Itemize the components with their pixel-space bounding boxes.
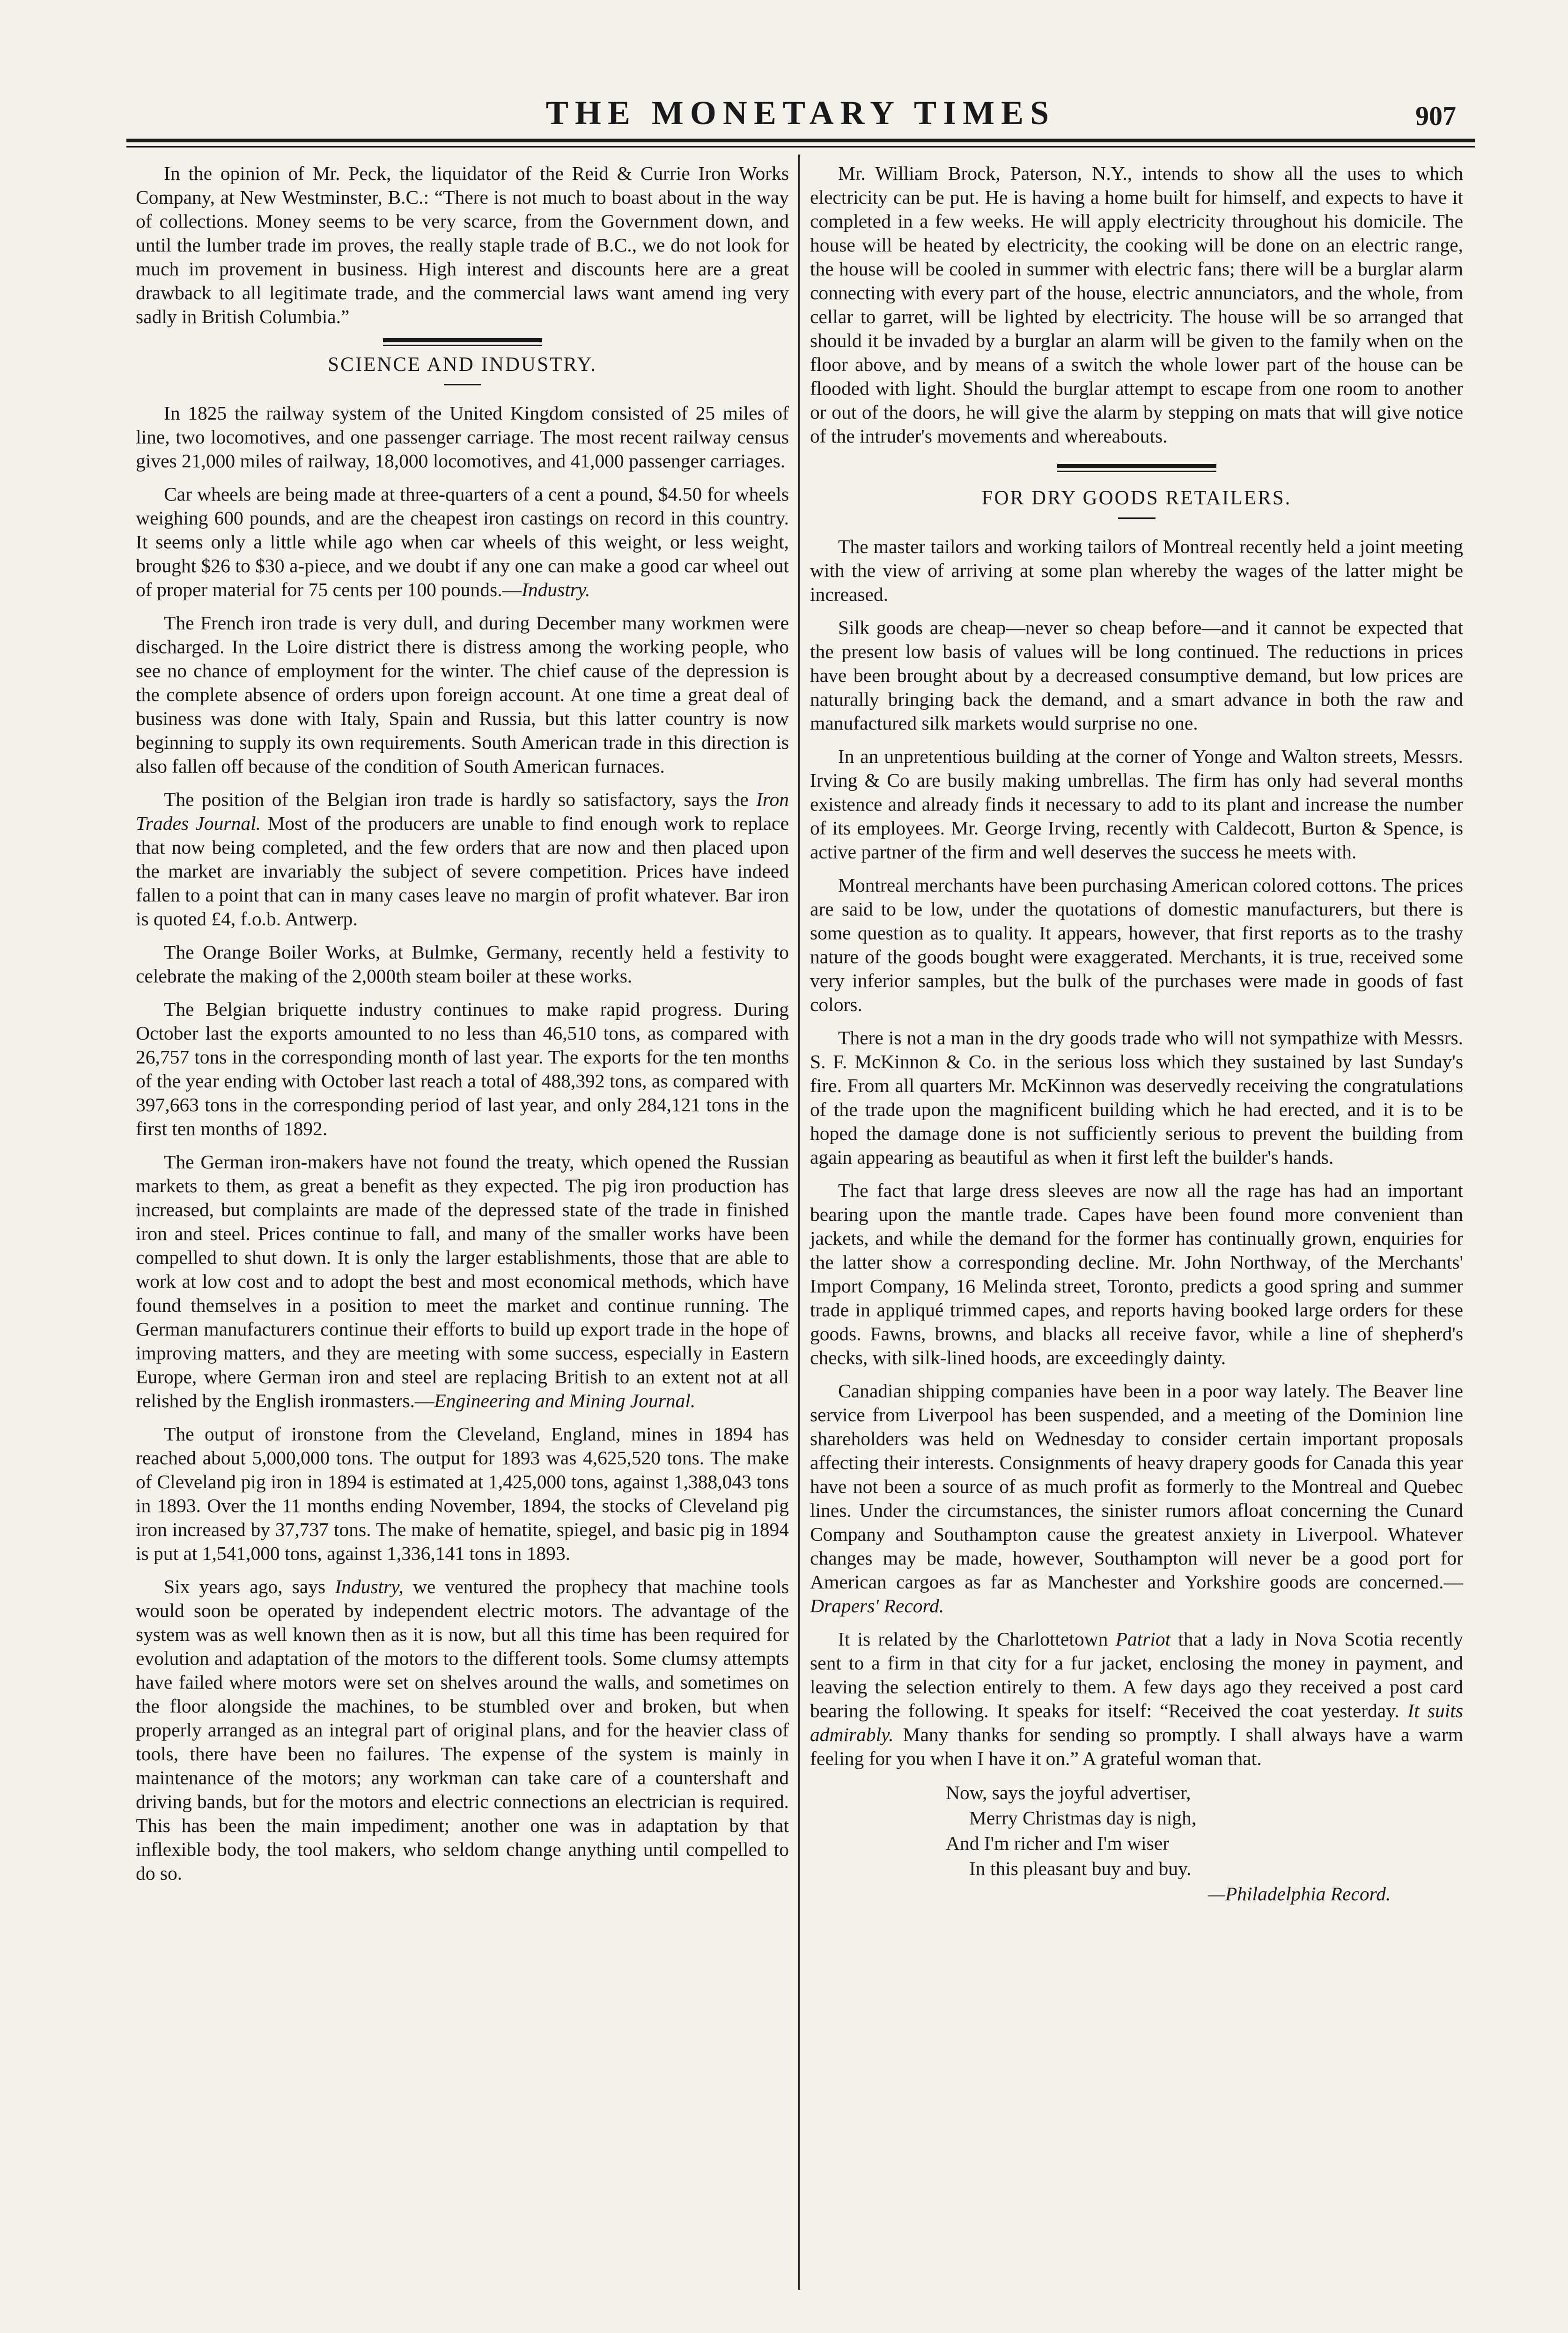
title-underline bbox=[1118, 517, 1156, 519]
brock-paragraph: Mr. William Brock, Paterson, N.Y., intends to show all the uses to which electricity can be put. He is having a home built for himself, and expects to have it completed in a few weeks. He will apply electricity throughout his domicile. The house will be heated by electricity, the cooking will be done on an electric range, the house will be cooled in summer with electric fans; there will be a burglar alarm connecting with every part of the house, electric annunciators, and the whole, from cellar to garret, will be lighted by electricity. The house will be so arranged that should it be invaded by a burglar an alarm will be given to the family when on the floor above, and by means of a switch the whole lower part of the house can be flooded with light. Should the burglar attempt to escape from one room to another or out of the doors, he will give the alarm by stepping on mats that will give notice of the intruder's movements and whereabouts. bbox=[810, 162, 1463, 447]
umbrellas-paragraph: In an unpretentious building at the corner of Yonge and Walton streets, Messrs. Irving & Co are busily making umbrellas. The firm has only had several months existence and already finds it necessary to add to its plant and increase the number of its employees. Mr. George Irving, recently with Caldecott, Burton & Spence, is active partner of the firm and well deserves the success he meets with. bbox=[810, 746, 1463, 863]
french-iron-paragraph: The French iron trade is very dull, and during December many workmen were discharged. In the Loire district there is distress among the working people, who see no chance of employment for the winter. The chief cause of the depression is the complete absence of orders upon foreign account. At one time a great deal of business was done with Italy, Spain and Russia, but this latter country is now beginning to supply its own requirements. South American trade in this direction is also fallen off because of the condition of South American furnaces. bbox=[136, 612, 789, 777]
peck-paragraph: In the opinion of Mr. Peck, the liquidator of the Reid & Currie Iron Works Company, at New Westminster, B.C.: “There is not much to boast about in the way of collections. Money seems to be very scarce, from the Government down, and until the lumber trade im proves, the really staple trade of B.C., we do not look for much im provement in business. High interest and discounts here are a great drawback to all legitimate trade, and the commercial laws want amend ing very sadly in British Columbia.” bbox=[136, 162, 789, 327]
quoted-emphasis: It suits admirably. bbox=[810, 1700, 1463, 1745]
verse-source: —Philadelphia Record. bbox=[1208, 1883, 1391, 1905]
railway-paragraph: In 1825 the railway system of the United Kingdom consisted of 25 miles of line, two locomotives, and one passenger carriage. The most recent railway census gives 21,000 miles of railway, 18,000 locomotives, and 41,000 passenger carriages. bbox=[136, 402, 789, 472]
newspaper-name: Patriot bbox=[1115, 1628, 1171, 1650]
mckinnon-fire-paragraph: There is not a man in the dry goods trade who will not sympathize with Messrs. S. F. McKinnon & Co. in the serious loss which they sustained by last Sunday's fire. From all quarters Mr. McKinnon was deservedly receiving the congratulations of the trade upon the magnificent building which he had erected, and it is to be hoped the damage done is not sufficiently serious to prevent the building from again appearing as beautiful as when it first left the builder's hands. bbox=[810, 1027, 1463, 1168]
science-section-title: SCIENCE AND INDUSTRY. bbox=[328, 354, 597, 376]
shipping-paragraph: Canadian shipping companies have been in a poor way lately. The Beaver line service from Liverpool has been suspended, and a meeting of the Dominion line shareholders was held on Wednesday to consider certain important proposals affecting their interests. Consignments of heavy drapery goods for Canada this year have not been a source of as much profit as formerly to the Montreal and Quebec lines. Under the circumstances, the sinister rumors afloat concerning the Cunard Company and Southampton cause the greatest anxiety in Liverpool. Whatever changes may be made, however, Southampton will never be a good port for American cargoes as far as Manchester and Yorkshire goods are concerned.—Drapers' Record. bbox=[810, 1380, 1463, 1617]
journal-name: Iron Trades Journal. bbox=[136, 789, 789, 834]
header-rule-thick bbox=[126, 139, 1475, 142]
right-column bbox=[810, 162, 1463, 1906]
german-iron-paragraph: The German iron-makers have not found the treaty, which opened the Russian markets to them, as great a benefit as they expected. The pig iron production has increased, but complaints are made of the depressed state of the trade in finished iron and steel. Prices continue to fall, and many of the smaller works have been compelled to shut down. It is only the larger establishments, those that are able to work at low cost and to adopt the best and most economical methods, which have found themselves in a position to meet the market and continue running. The German manufacturers continue their efforts to build up export trade in the hope of improving matters, and they are meeting with some success, especially in Eastern Europe, where German iron and steel are replacing British to an extent not at all relished by the English ironmasters.—Engineering and Mining Journal. bbox=[136, 1151, 789, 1411]
cottons-paragraph: Montreal merchants have been purchasing American colored cottons. The prices are said to be low, under the quotations of domestic manufacturers, but there is some question as to quality. It appears, however, that first reports as to the trashy nature of the goods bought were exaggerated. Merchants, it is true, received some very inferior samples, but the bulk of the purchases were made in goods of fast colors. bbox=[810, 874, 1463, 1015]
source-citation: Drapers' Record. bbox=[810, 1595, 944, 1617]
verse-line: In this pleasant buy and buy. bbox=[969, 1858, 1192, 1879]
ironstone-paragraph: The output of ironstone from the Cleveland, England, mines in 1894 has reached about 5,000,000 tons. The output for 1893 was 4,625,520 tons. The make of Cleveland pig iron in 1894 is estimated at 1,425,000 tons, against 1,388,043 tons in 1893. Over the 11 months ending November, 1894, the stocks of Cleveland pig iron increased by 37,737 tons. The make of hematite, spiegel, and basic pig in 1894 is put at 1,541,000 tons, against 1,336,141 tons in 1893. bbox=[136, 1423, 789, 1564]
title-underline bbox=[444, 384, 481, 385]
verse-line: Now, says the joyful advertiser, bbox=[946, 1782, 1191, 1803]
verse-line: And I'm richer and I'm wiser bbox=[946, 1832, 1170, 1854]
header-rule-thin bbox=[126, 146, 1475, 148]
section-ornament bbox=[383, 338, 542, 346]
fur-jacket-paragraph: It is related by the Charlottetown Patriot that a lady in Nova Scotia recently sent to a firm in that city for a fur jacket, enclosing the money in payment, and leaving the selection entirely to them. A few days ago they received a post card bearing the following. It speaks for itself: “Received the coat yesterday. It suits admirably. Many thanks for sending so promptly. I shall always have a warm feeling for you when I have it on.” A grateful woman that. bbox=[810, 1628, 1463, 1769]
source-citation: Engineering and Mining Journal. bbox=[434, 1390, 696, 1411]
column-divider bbox=[798, 155, 800, 2290]
publication-name: Industry, bbox=[335, 1576, 404, 1597]
dry-goods-section-title: FOR DRY GOODS RETAILERS. bbox=[981, 487, 1292, 509]
closing-verse bbox=[946, 1780, 1463, 1906]
car-wheels-paragraph: Car wheels are being made at three-quarters of a cent a pound, $4.50 for wheels weighing 600 pounds, and are the cheapest iron castings on record in this country. It seems only a little while ago when car wheels of this weight, or less weight, brought $26 to $30 a-piece, and we doubt if any one can make a good car wheel out of proper material for 75 cents per 100 pounds.—Industry. bbox=[136, 483, 789, 600]
page-number: 907 bbox=[1415, 101, 1456, 131]
mantle-trade-paragraph: The fact that large dress sleeves are now all the rage has had an important bearing upon the mantle trade. Capes have been found more convenient than jackets, and while the demand for the former has continually grown, enquiries for the latter show a corresponding decline. Mr. John Northway, of the Merchants' Import Company, 16 Melinda street, Toronto, predicts a good spring and summer trade in appliqué trimmed capes, and reports having booked large orders for these goods. Fawns, browns, and blacks all receive favor, while a line of shepherd's checks, with silk-lined hoods, are exceedingly dainty. bbox=[810, 1180, 1463, 1368]
electric-motors-paragraph: Six years ago, says Industry, we ventured the prophecy that machine tools would soon be operated by independent electric motors. The advantage of the system was as well known then as it is now, but all this time has been required for evolution and adaptation of the motors to the different tools. Some clumsy attempts have failed where motors were set on shelves around the walls, and sometimes on the floor alongside the machines, to be stumbled over and broken, but when properly arranged as an integral part of original plans, and for the heavier class of tools, there have been no failures. The expense of the system is mainly in maintenance of the motors; any workman can take care of a countershaft and driving bands, but for the motors and electric connections an electrician is required. This has been the main impediment; another one was in adaptation by that inflexible body, the tool makers, who seldom change anything until compelled to do so. bbox=[136, 1576, 789, 1884]
briquette-paragraph: The Belgian briquette industry continues to make rapid progress. During October last the exports amounted to no less than 46,510 tons, as compared with 26,757 tons in the corresponding month of last year. The exports for the ten months of the year ending with October last reach a total of 488,392 tons, as compared with 397,663 tons in the corresponding period of last year, and only 284,121 tons in the first ten months of 1892. bbox=[136, 998, 789, 1139]
boiler-works-paragraph: The Orange Boiler Works, at Bulmke, Germany, recently held a festivity to celebrate the making of the 2,000th steam boiler at these works. bbox=[136, 941, 789, 987]
source-citation: Industry. bbox=[522, 579, 590, 600]
verse-line: Merry Christmas day is nigh, bbox=[969, 1807, 1197, 1829]
section-ornament bbox=[1057, 464, 1216, 472]
left-column bbox=[136, 162, 789, 1895]
page-header bbox=[126, 94, 1475, 136]
tailors-paragraph: The master tailors and working tailors of Montreal recently held a joint meeting with the view of arriving at some plan whereby the wages of the latter might be increased. bbox=[810, 536, 1463, 605]
belgian-iron-paragraph: The position of the Belgian iron trade is hardly so satisfactory, says the Iron Trades Journal. Most of the producers are unable to find enough work to replace that now being completed, and the few orders that are now and then placed upon the market are invariably the subject of severe competition. Prices have indeed fallen to a point that can in many cases leave no margin of profit whatever. Bar iron is quoted £4, f.o.b. Antwerp. bbox=[136, 789, 789, 930]
masthead: THE MONETARY TIMES bbox=[545, 94, 1056, 132]
silk-goods-paragraph: Silk goods are cheap—never so cheap before—and it cannot be expected that the present low basis of values will be long continued. The reductions in prices have been brought about by a decreased consumptive demand, but low prices are naturally bringing back the demand, and a smart advance in both the raw and manufactured silk markets would surprise no one. bbox=[810, 617, 1463, 734]
